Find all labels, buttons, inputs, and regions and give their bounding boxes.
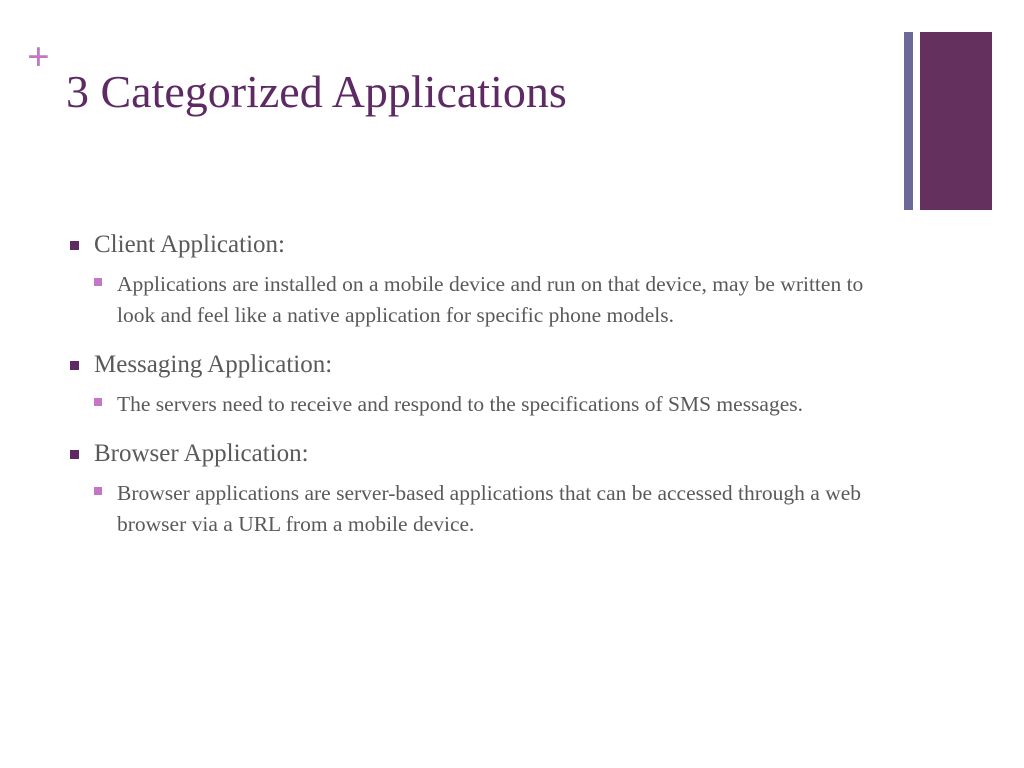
bullet-heading: Messaging Application:: [94, 351, 333, 378]
sub-bullet-item: [94, 389, 886, 420]
slide-title: 3 Categorized Applications: [66, 66, 567, 117]
sub-bullet-list: [66, 478, 886, 540]
bullet-heading: Client Application:: [94, 231, 285, 258]
sub-bullet-text: Browser applications are server-based applications that can be accessed through a web browser via a URL from a mobile device.: [117, 481, 862, 536]
square-bullet-icon: [94, 398, 102, 406]
accent-bar-thin: [904, 32, 913, 210]
bullet-list: [66, 229, 886, 558]
bullet-item-client-application: [66, 229, 886, 331]
sub-bullet-item: [94, 269, 886, 331]
sub-bullet-text: The servers need to receive and respond to the specifications of SMS messages.: [117, 392, 804, 416]
square-bullet-icon: [94, 487, 102, 495]
accent-bar-thick: [920, 32, 992, 210]
square-bullet-icon: [70, 241, 79, 250]
sub-bullet-text: Applications are installed on a mobile device and run on that device, may be written to look and feel like a native application for specific phone models.: [117, 272, 864, 327]
square-bullet-icon: [70, 450, 79, 459]
sub-bullet-item: [94, 478, 886, 540]
bullet-item-messaging-application: [66, 349, 886, 420]
square-bullet-icon: [70, 361, 79, 370]
square-bullet-icon: [94, 278, 102, 286]
plus-mark-icon: +: [27, 34, 50, 79]
bullet-heading: Browser Application:: [94, 440, 309, 467]
sub-bullet-list: [66, 389, 886, 420]
sub-bullet-list: [66, 269, 886, 331]
bullet-item-browser-application: [66, 438, 886, 540]
